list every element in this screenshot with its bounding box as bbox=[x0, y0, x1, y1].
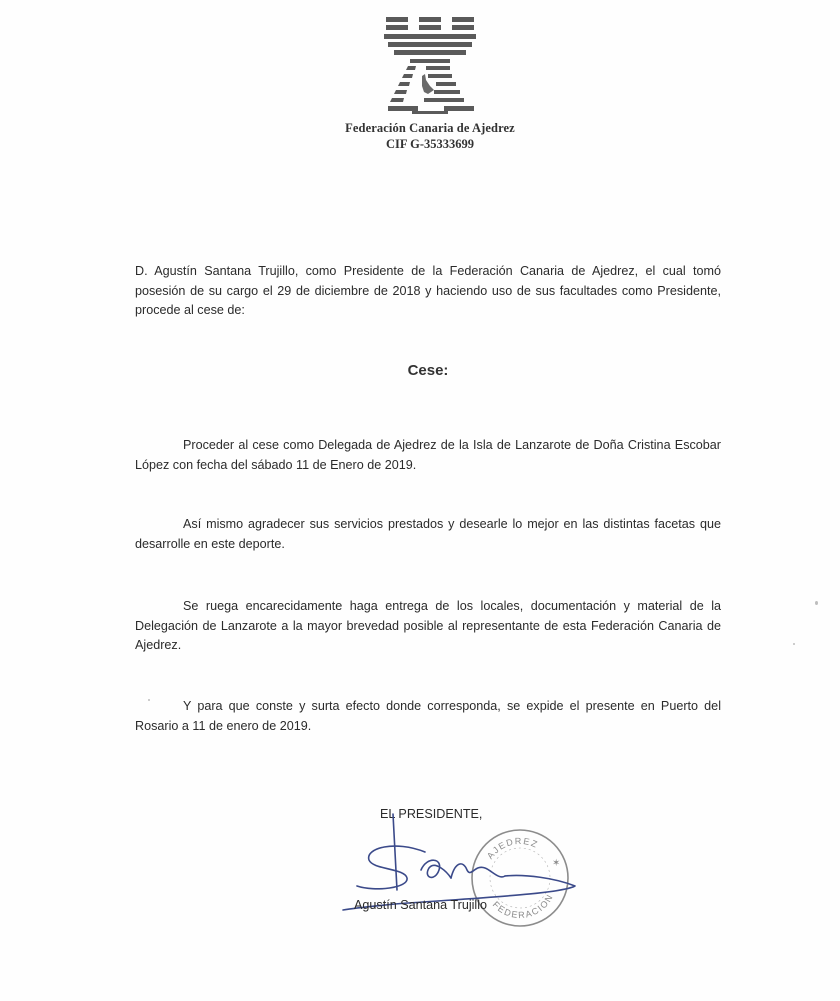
seal-text-bottom: FEDERACION bbox=[490, 891, 556, 921]
organization-cif: CIF G-35333699 bbox=[385, 137, 475, 151]
scan-speck bbox=[793, 643, 795, 645]
paragraph-handover bbox=[135, 597, 721, 656]
signer-name: Agustín Santana Trujillo bbox=[354, 898, 488, 912]
federation-logo-icon bbox=[382, 14, 478, 116]
intro-paragraph: D. Agustín Santana Trujillo, como Presidente de la Federación Canaria de Ajedrez, el cual tomó posesión de su cargo el 29 de diciembre de 2018 y haciendo uso de sus facultades como Presidente, procede al cese de: bbox=[135, 264, 721, 317]
paragraph-dismissal bbox=[135, 436, 721, 475]
paragraph-text: Proceder al cese como Delegada de Ajedrez de la Isla de Lanzarote de Doña Cristina Escobar López con fecha del sábado 11 de Enero de 2019. bbox=[135, 438, 721, 472]
paragraph-closing bbox=[135, 697, 721, 736]
paragraph-text: Así mismo agradecer sus servicios prestados y desearle lo mejor en las distintas facetas que desarrolle en este deporte. bbox=[135, 517, 721, 551]
svg-text:✶: ✶ bbox=[552, 858, 561, 869]
seal-text-top: AJEDREZ bbox=[484, 835, 540, 861]
document-heading: Cese: bbox=[407, 362, 449, 379]
signoff-title: EL PRESIDENTE, bbox=[380, 807, 483, 821]
paragraph-text: Y para que conste y surta efecto donde corresponda, se expide el presente en Puerto del Rosario a 11 de enero de 2019. bbox=[135, 699, 721, 733]
scan-speck bbox=[815, 601, 818, 605]
organization-name: Federación Canaria de Ajedrez bbox=[345, 121, 515, 135]
paragraph-thanks bbox=[135, 515, 721, 554]
scan-speck bbox=[148, 699, 150, 701]
paragraph-text: Se ruega encarecidamente haga entrega de los locales, documentación y material de la Delegación de Lanzarote a la mayor brevedad posible al representante de esta Federación Canaria de Ajedrez. bbox=[135, 599, 721, 652]
